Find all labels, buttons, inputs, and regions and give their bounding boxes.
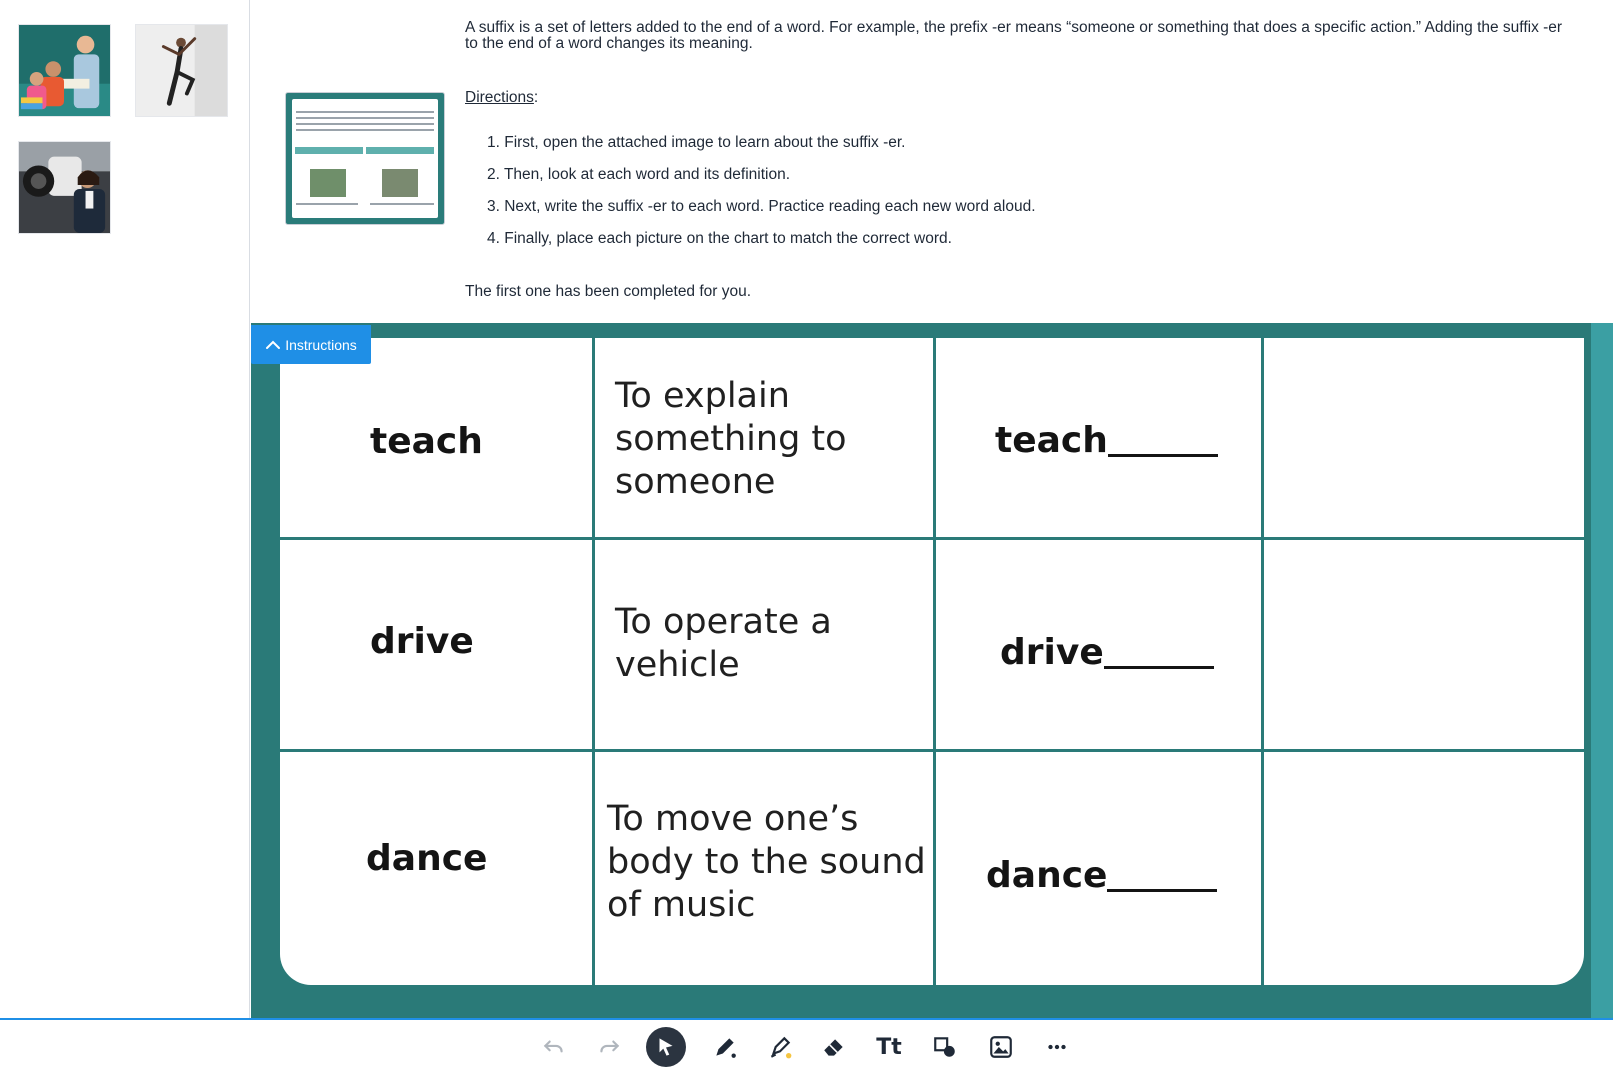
definition-line: To operate a (615, 602, 832, 642)
image-sidebar (0, 0, 250, 1018)
preview-header-cell (366, 147, 434, 154)
eraser-tool-button[interactable] (814, 1029, 854, 1065)
cursor-icon (653, 1034, 679, 1060)
preview-line (296, 203, 358, 205)
definition-drive (615, 601, 832, 687)
add-image-button[interactable] (981, 1029, 1021, 1065)
driver-image-graphic (19, 142, 110, 233)
eraser-icon (821, 1034, 847, 1060)
more-options-button[interactable] (1037, 1029, 1077, 1065)
board-edge-stripe (1591, 323, 1613, 1018)
redo-button[interactable] (589, 1029, 629, 1065)
attached-image-content (292, 99, 438, 218)
image-icon (988, 1034, 1014, 1060)
instructions-toggle-button[interactable] (251, 325, 371, 364)
blank-line (1108, 454, 1218, 457)
chevron-up-icon (265, 337, 281, 353)
definition-line: body to the sound (607, 842, 926, 882)
picture-drop-zone-dance[interactable] (1264, 752, 1587, 985)
definition-line: something to (615, 419, 847, 459)
directions-label: Directions (465, 89, 534, 106)
base-word-dance: dance (366, 838, 488, 879)
blank-line (1104, 666, 1214, 669)
dancer-image-graphic (136, 25, 227, 116)
preview-line (296, 129, 434, 131)
teacher-students-image[interactable] (18, 24, 111, 117)
select-tool-button[interactable] (646, 1027, 686, 1067)
direction-step-3: 3. Next, write the suffix -er to each word. Practice reading each new word aloud. (487, 198, 1036, 215)
definition-line: of music (607, 885, 756, 925)
preview-photo (310, 169, 346, 197)
directions-heading (465, 90, 538, 106)
directions-colon: : (533, 89, 539, 106)
preview-line (296, 111, 434, 113)
attached-suffix-image[interactable] (285, 92, 445, 225)
shapes-tool-button[interactable] (925, 1029, 965, 1065)
direction-step-2: 2. Then, look at each word and its definition. (487, 166, 791, 183)
text-tool-button[interactable] (869, 1029, 909, 1065)
definition-line: vehicle (615, 645, 740, 685)
preview-header-cell (295, 147, 363, 154)
undo-button[interactable] (534, 1029, 574, 1065)
teacher-image-graphic (19, 25, 110, 116)
directions-list (487, 135, 1036, 263)
worksheet-board (251, 323, 1613, 1018)
blank-word-drive: drive (1000, 632, 1104, 673)
picture-drop-zone-teach[interactable] (1264, 338, 1587, 537)
base-word-drive: drive (370, 621, 474, 662)
definition-line: To explain (615, 376, 790, 416)
preview-photo (382, 169, 418, 197)
column-divider (592, 335, 595, 985)
direction-step-1: 1. First, open the attached image to learn about the suffix -er. (487, 134, 906, 151)
highlighter-icon (767, 1034, 793, 1060)
redo-icon (596, 1034, 622, 1060)
text-tool-label: Tt (876, 1034, 902, 1060)
preview-line (296, 117, 434, 119)
shapes-icon (932, 1034, 958, 1060)
pen-tool-button[interactable] (705, 1029, 745, 1065)
column-divider (933, 335, 936, 985)
dancer-image[interactable] (135, 24, 228, 117)
blank-word-dance: dance (986, 855, 1108, 896)
definition-dance (607, 798, 926, 927)
suffix-intro-text: A suffix is a set of letters added to the end of a word. For example, the prefix -er means “someone or something that does a specific action.” Adding the suffix -er to the end of a word changes its meaning. (465, 19, 1563, 52)
preview-line (370, 203, 434, 205)
bottom-toolbar (0, 1018, 1613, 1070)
instructions-panel (251, 0, 1613, 323)
direction-step-4: 4. Finally, place each picture on the chart to match the correct word. (487, 230, 952, 247)
driver-image[interactable] (18, 141, 111, 234)
picture-drop-zone-drive[interactable] (1264, 540, 1587, 749)
preview-line (296, 123, 434, 125)
pen-icon (712, 1034, 738, 1060)
suffix-blank-teach[interactable] (995, 420, 1218, 461)
completed-note: The first one has been completed for you. (465, 283, 752, 300)
definition-line: someone (615, 462, 776, 502)
instructions-tab-label: Instructions (285, 336, 357, 353)
suffix-blank-drive[interactable] (1000, 632, 1214, 673)
highlighter-tool-button[interactable] (760, 1029, 800, 1065)
base-word-teach: teach (370, 421, 483, 462)
more-icon (1044, 1034, 1070, 1060)
blank-word-teach: teach (995, 420, 1108, 461)
blank-line (1107, 889, 1217, 892)
definition-teach (615, 375, 847, 504)
suffix-chart (277, 335, 1587, 988)
suffix-blank-dance[interactable] (986, 855, 1217, 896)
definition-line: To move one’s (607, 799, 859, 839)
undo-icon (541, 1034, 567, 1060)
